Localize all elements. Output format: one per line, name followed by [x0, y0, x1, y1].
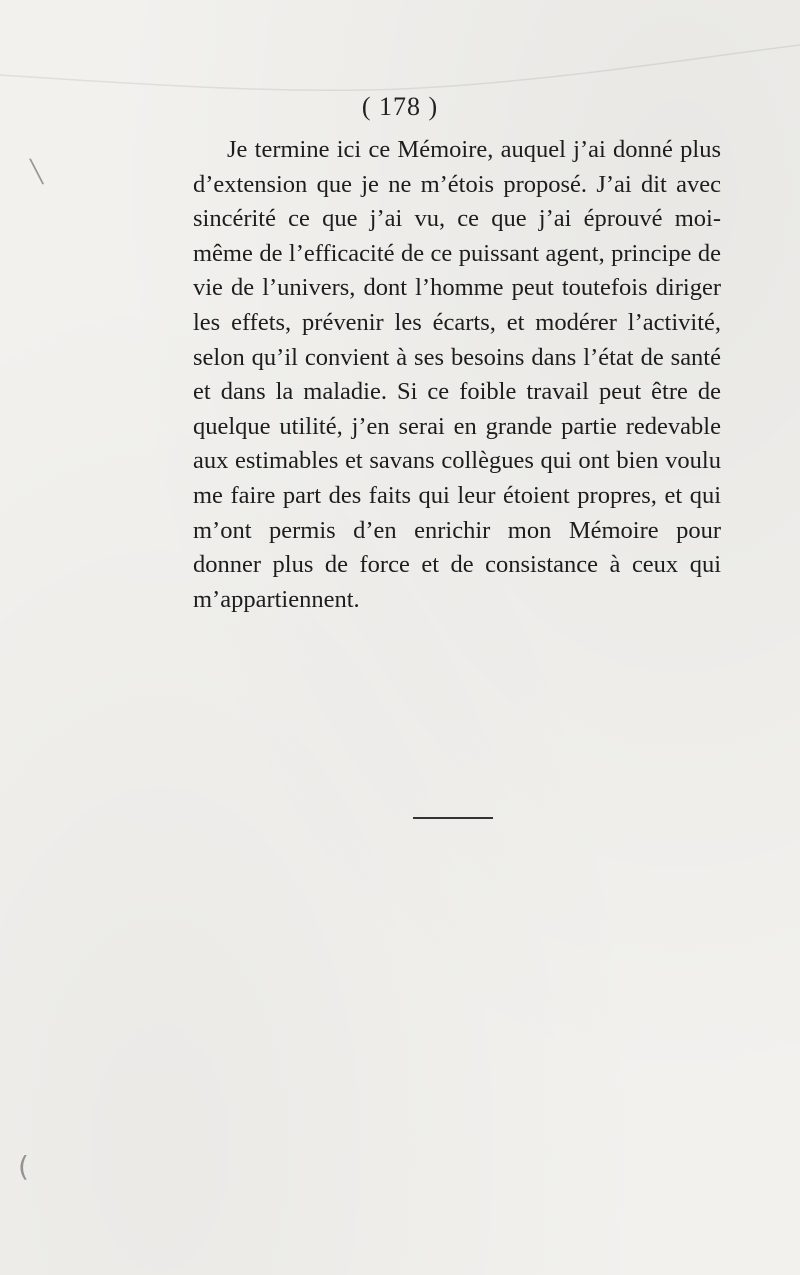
body-paragraph: Je termine ici ce Mémoire, auquel j’ai donné plus d’extension que je ne m’étois proposé. J’ai dit avec sincérité ce que j’ai vu, ce que j’ai éprouvé moi-même de l’efficacité de ce puissant agent, principe de vie de l’univers, dont l’homme peut toutefois diriger les effets, prévenir les écarts, et modérer l’activité, selon qu’il convient à ses besoins dans l’état de santé et dans la maladie. Si ce foible travail peut être de quelque utilité, j’en serai en grande partie redevable aux estimables et savans collègues qui ont bien voulu me faire part des faits qui leur étoient propres, et qui m’ont permis d’en enrichir mon Mémoire pour donner plus de force et de consistance à ceux qui m’appartiennent. — [193, 136, 721, 613]
page-fold-line — [0, 40, 800, 100]
end-rule — [413, 817, 493, 819]
margin-mark: ( — [18, 1150, 29, 1183]
margin-mark: ╲ — [30, 160, 44, 185]
page-number: ( 178 ) — [361, 92, 439, 121]
